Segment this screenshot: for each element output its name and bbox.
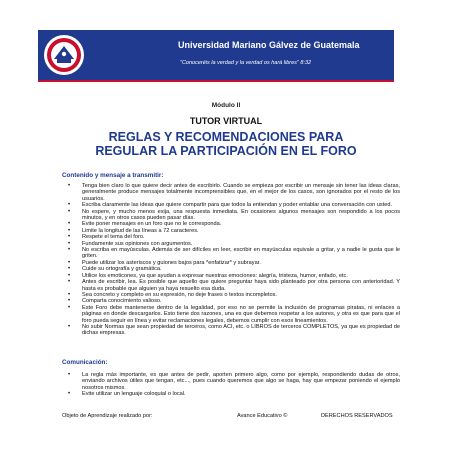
- title-line-1: REGLAS Y RECOMENDACIONES PARA: [108, 130, 344, 144]
- tutor-heading: TUTOR VIRTUAL: [189, 116, 263, 126]
- footer-brand: Avance Educativo ©: [237, 413, 288, 419]
- list-item: • Escriba claramente las ideas que quiere compartir para que todos la entiendan y poder entablar una conversación con usted.: [64, 202, 400, 208]
- module-label: Módulo II: [211, 102, 241, 109]
- section-heading-content: Contenido y mensaje a transmitir:: [62, 172, 164, 179]
- document-page: [8, 6, 444, 446]
- list-item: • Limite la longitud de las líneas a 72 caracteres.: [64, 228, 400, 234]
- document-footer: [62, 413, 412, 421]
- list-item: • No espere, y mucho menos exija, una respuesta inmediata. En ocasiones algunos mensajes son respondido a los pocos minutos, y en otros casos pueden pasar días.: [64, 209, 400, 222]
- list-item: • Sea concreto y completo en su expresión, no deje frases o textos incompletos.: [64, 292, 400, 298]
- list-item: • Este Foro debe mantenerse dentro de la legalidad, por eso no se permite la inclusión de programas piratas, ni enlaces a páginas en donde descargarlos. Esto tiene dos razones, una es que debemos respetar a los autores, y otra es que para que el foro pueda seguir en línea y evitar reclamaciones legales, debemos cumplir con esos lineamientos.: [64, 305, 400, 324]
- university-motto: "Conoceréis la verdad y la verdad os hará libres" 8:32: [180, 60, 312, 66]
- list-item: • Comparta conocimiento valioso.: [64, 298, 400, 304]
- title-line-2: REGULAR LA PARTICIPACIÓN EN EL FORO: [95, 144, 357, 158]
- communication-rules-list: [64, 372, 400, 398]
- list-item: • Fundamente sus opiniones con argumentos.: [64, 241, 400, 247]
- list-item: • No subir Normas que sean propiedad de terceros, como ACI, etc. o LIBROS de terceros COMPLETOS, ya que es propiedad de dichas empresas.: [64, 324, 400, 337]
- university-header: [38, 30, 394, 82]
- list-item: • La regla más importante, es que antes de pedir, aporten primero algo, como por ejemplo, respondiendo dudas de otros, enviando archivos útiles que tengan, etc..., pues cuando queremos que algo se haga, hay que empezar poniendo el ejemplo nosotros mismos.: [64, 372, 400, 391]
- list-item: • Cuide su ortografía y gramática.: [64, 266, 400, 272]
- page-title: [8, 130, 444, 158]
- list-item: • Evite utilizar un lenguaje coloquial o local.: [64, 391, 400, 397]
- list-item: • Puede utilizar los asteriscos y guiones bajos para *enfatizar* y subrayar.: [64, 260, 400, 266]
- list-item: • Antes de escribir, lea. Es posible que aquello que quiere preguntar haya sido planteado por otra persona con anterioridad. Y hasta es probable que alguien ya haya resuelto esa duda.: [64, 279, 400, 292]
- footer-rights: DERECHOS RESERVADOS: [321, 413, 393, 419]
- list-item: • Utilice los emoticones, ya que ayudan a expresar nuestras emociones: alegría, tristeza, humor, enfado, etc.: [64, 273, 400, 279]
- university-seal-icon: [43, 34, 85, 76]
- list-item: • Respete el tema del foro.: [64, 234, 400, 240]
- university-name: Universidad Mariano Gálvez de Guatemala: [178, 40, 360, 50]
- section-heading-communication: Comunicación:: [62, 359, 108, 366]
- footer-author-label: Objeto de Aprendizaje realizado por:: [62, 413, 153, 419]
- list-item: • No escriba en mayúsculas. Además de ser difíciles en leer, escribir en mayúsculas equivale a gritar, y a nadie le gusta que le griten.: [64, 247, 400, 260]
- list-item: • Tenga bien claro lo que quiere decir antes de escribirlo. Cuando se empieza por escribir un mensaje sin tener las ideas claras, generalmente produce mensajes totalmente incomprensibles que, en el mejor de los casos, son ignorados por el resto de los usuarios.: [64, 183, 400, 202]
- list-item: • Evite poner mensajes en un foro que no le corresponda.: [64, 221, 400, 227]
- content-rules-list: [64, 183, 400, 337]
